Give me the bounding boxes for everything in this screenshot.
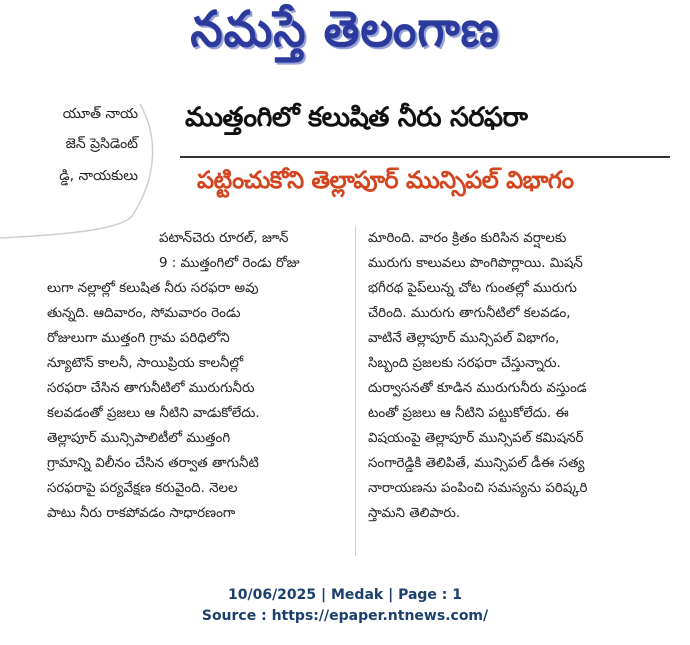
article-line: మారింది. వారం క్రితం కురిసిన వర్షాలకు [368, 231, 567, 246]
article-line: గ్రామాన్ని విలీనం చేసిన తర్వాత తాగునీటి [47, 456, 259, 471]
article-line: పాటు నీరు రాకపోవడం సాధారణంగా [47, 506, 236, 521]
clipping-edge-curve [0, 96, 170, 246]
article-line: సరఫరాపై పర్యవేక్షణ కరువైంది. నెలల [47, 481, 238, 496]
article-line: దుర్వాసనతో కూడిన మురుగునీరు వస్తుండ [368, 381, 587, 396]
previous-article-snippet [0, 96, 150, 236]
article-line: సిబ్బంది ప్రజలకు సరఫరా చేస్తున్నారు. [368, 356, 561, 371]
source-footer [0, 585, 690, 627]
article-line: న్యూటౌన్ కాలనీ, సాయిప్రియ కాలనీల్లో [47, 356, 244, 371]
article-line: తెల్లాపూర్ మున్సిపాలిటీలో ముత్తంగి [47, 431, 231, 446]
article-line: స్తామని తెలిపారు. [368, 506, 461, 521]
snippet-line: డ్డి, నాయకులు [59, 168, 138, 184]
article-line: నారాయణను పంపించి సమస్యను పరిష్కరి [368, 481, 588, 496]
newspaper-logo: నమస్తే తెలంగాణ [190, 0, 500, 58]
article-left-column [47, 226, 343, 526]
snippet-line: యూత్ నాయ [62, 106, 138, 122]
article-line: టంతో ప్రజలు ఆ నీటిని పట్టుకోలేదు. ఈ [368, 406, 569, 421]
article-headline: ముత్తంగిలో కలుషిత నీరు సరఫరా [185, 102, 528, 133]
article-line: సంగారెడ్డికి తెలిపితే, మున్సిపల్ డీఈ సత్య [368, 456, 585, 471]
column-separator [355, 226, 356, 556]
article-line: తున్నది. ఆదివారం, సోమవారం రెండు [47, 306, 241, 321]
article-line: లుగా నల్లాల్లో కలుషిత నీరు సరఫరా అవు [47, 281, 259, 296]
article-line: సరఫరా చేసిన తాగునీటిలో మురుగునీరు [47, 381, 255, 396]
article-line: విషయంపై తెల్లాపూర్ మున్సిపల్ కమిషనర్ [368, 431, 584, 446]
article-right-column [368, 226, 668, 526]
article-line: పటాన్‌చెరు రూరల్, జూన్ [159, 231, 289, 246]
masthead [0, 0, 690, 78]
article-subheadline: పట్టించుకోని తెల్లాపూర్ మున్సిపల్ విభాగం [197, 166, 574, 194]
article-line: కలవడంతో ప్రజలు ఆ నీటిని వాడుకోలేదు. [47, 406, 260, 421]
article-line: రోజులుగా ముత్తంగి గ్రామ పరిధిలోని [47, 331, 230, 346]
article-line: వాటినే తెల్లాపూర్ మున్సిపల్ విభాగం, [368, 331, 560, 346]
article-line: 9 : ముత్తంగిలో రెండు రోజు [159, 256, 300, 271]
source-link[interactable]: Source : https://epaper.ntnews.com/ [201, 608, 489, 624]
headline-divider [180, 156, 670, 158]
article-line: భగీరథ పైప్‌లున్న చోట గుంతల్లో మురుగు [368, 281, 577, 296]
edition-meta: 10/06/2025 | Medak | Page : 1 [227, 587, 463, 603]
article-line: చేరింది. మురుగు తాగునీటిలో కలవడం, [368, 306, 571, 321]
snippet-line: జెన్ ప్రెసిడెంట్ [65, 136, 138, 152]
article-line: మురుగు కాలువలు పొంగిపొర్లాయి. మిషన్ [368, 256, 583, 271]
